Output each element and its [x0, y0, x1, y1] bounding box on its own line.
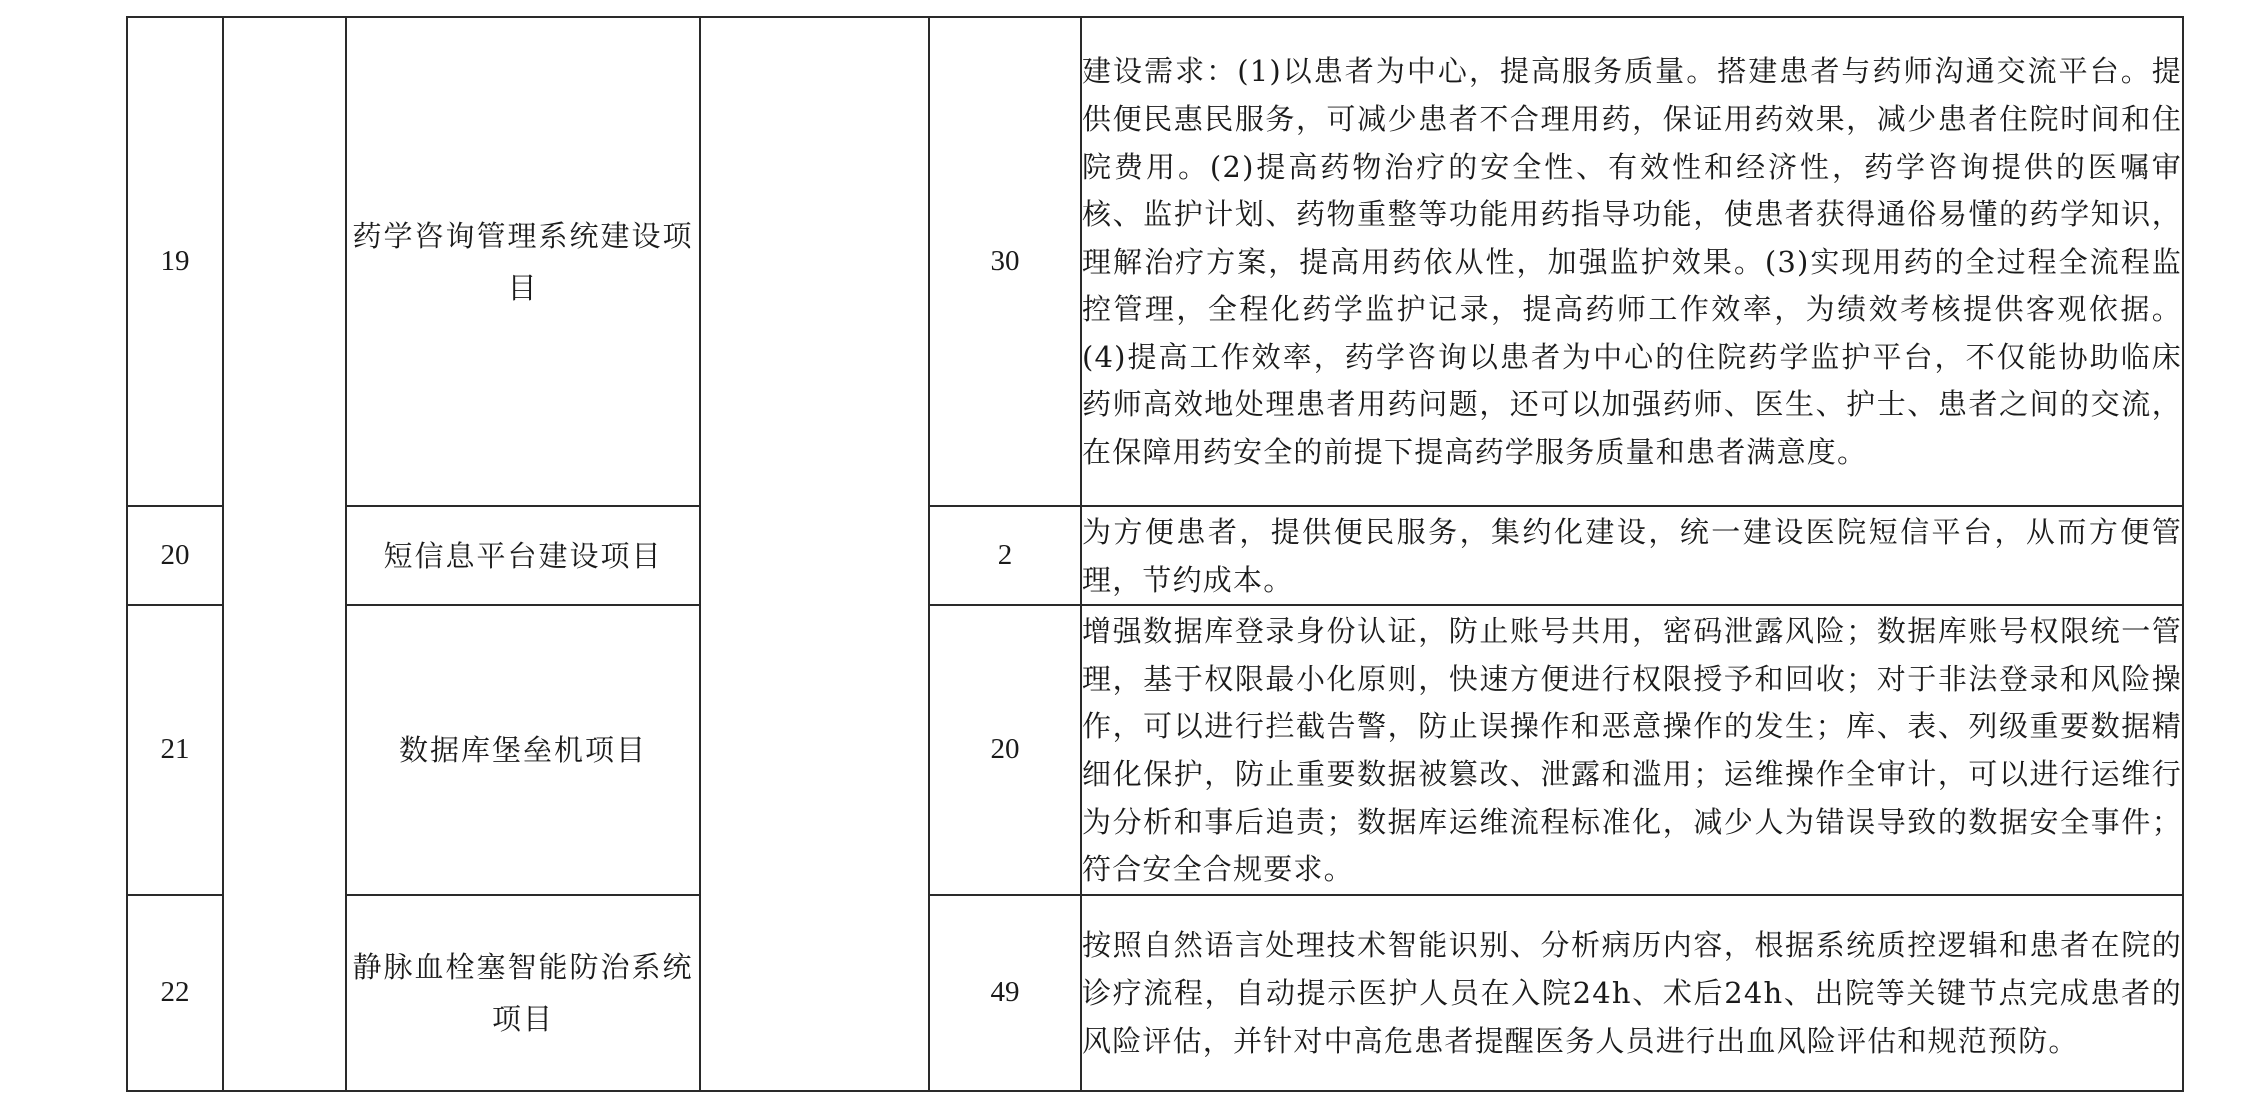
description-text: 建设需求：(1)以患者为中心，提高服务质量。搭建患者与药师沟通交流平台。提供便民惠民服务，可减少患者不合理用药，保证用药效果，减少患者住院时间和住院费用。(2)提高药物治疗的安全性、有效性和经济性，药学咨询提供的医嘱审核、监护计划、药物重整等功能用药指导功能，使患者获得通俗易懂的药学知识，理解治疗方案，提高用药依从性，加强监护效果。(3)实现用药的全过程全流程监控管理，全程化药学监护记录，提高药师工作效率，为绩效考核提供客观依据。(4)提高工作效率，药学咨询以患者为中心的住院药学监护平台，不仅能协助临床药师高效地处理患者用药问题，还可以加强药师、医生、护士、患者之间的交流，在保障用药安全的前提下提高药学服务质量和患者满意度。: [1082, 54, 2182, 470]
project-description: [1081, 605, 2183, 895]
row-number: 21: [127, 605, 223, 895]
description-text: 为方便患者，提供便民服务，集约化建设，统一建设医院短信平台，从而方便管理，节约成本。: [1082, 515, 2182, 597]
project-table: [126, 16, 2184, 1092]
budget-amount: 30: [929, 17, 1081, 506]
row-number: 20: [127, 506, 223, 605]
table-row: [127, 17, 2183, 506]
description-text: 按照自然语言处理技术智能识别、分析病历内容，根据系统质控逻辑和患者在院的诊疗流程，自动提示医护人员在入院24h、术后24h、出院等关键节点完成患者的风险评估，并针对中高危患者提醒医务人员进行出血风险评估和规范预防。: [1082, 928, 2182, 1058]
project-name: 静脉血栓塞智能防治系统项目: [346, 895, 700, 1091]
table-row: [127, 605, 2183, 895]
project-description: [1081, 506, 2183, 605]
budget-amount: 49: [929, 895, 1081, 1091]
project-description: [1081, 895, 2183, 1091]
project-description: [1081, 17, 2183, 506]
merged-unit-cell: [700, 17, 929, 1091]
description-text: 增强数据库登录身份认证，防止账号共用，密码泄露风险；数据库账号权限统一管理，基于权限最小化原则，快速方便进行权限授予和回收；对于非法登录和风险操作，可以进行拦截告警，防止误操作和恶意操作的发生；库、表、列级重要数据精细化保护，防止重要数据被篡改、泄露和滥用；运维操作全审计，可以进行运维行为分析和事后追责；数据库运维流程标准化，减少人为错误导致的数据安全事件；符合安全合规要求。: [1082, 614, 2182, 887]
table-row: [127, 895, 2183, 1091]
project-name: 药学咨询管理系统建设项目: [346, 17, 700, 506]
budget-amount: 2: [929, 506, 1081, 605]
table-row: [127, 506, 2183, 605]
budget-amount: 20: [929, 605, 1081, 895]
row-number: 19: [127, 17, 223, 506]
project-name: 短信息平台建设项目: [346, 506, 700, 605]
row-number: 22: [127, 895, 223, 1091]
merged-category-cell: [223, 17, 346, 1091]
project-name: 数据库堡垒机项目: [346, 605, 700, 895]
